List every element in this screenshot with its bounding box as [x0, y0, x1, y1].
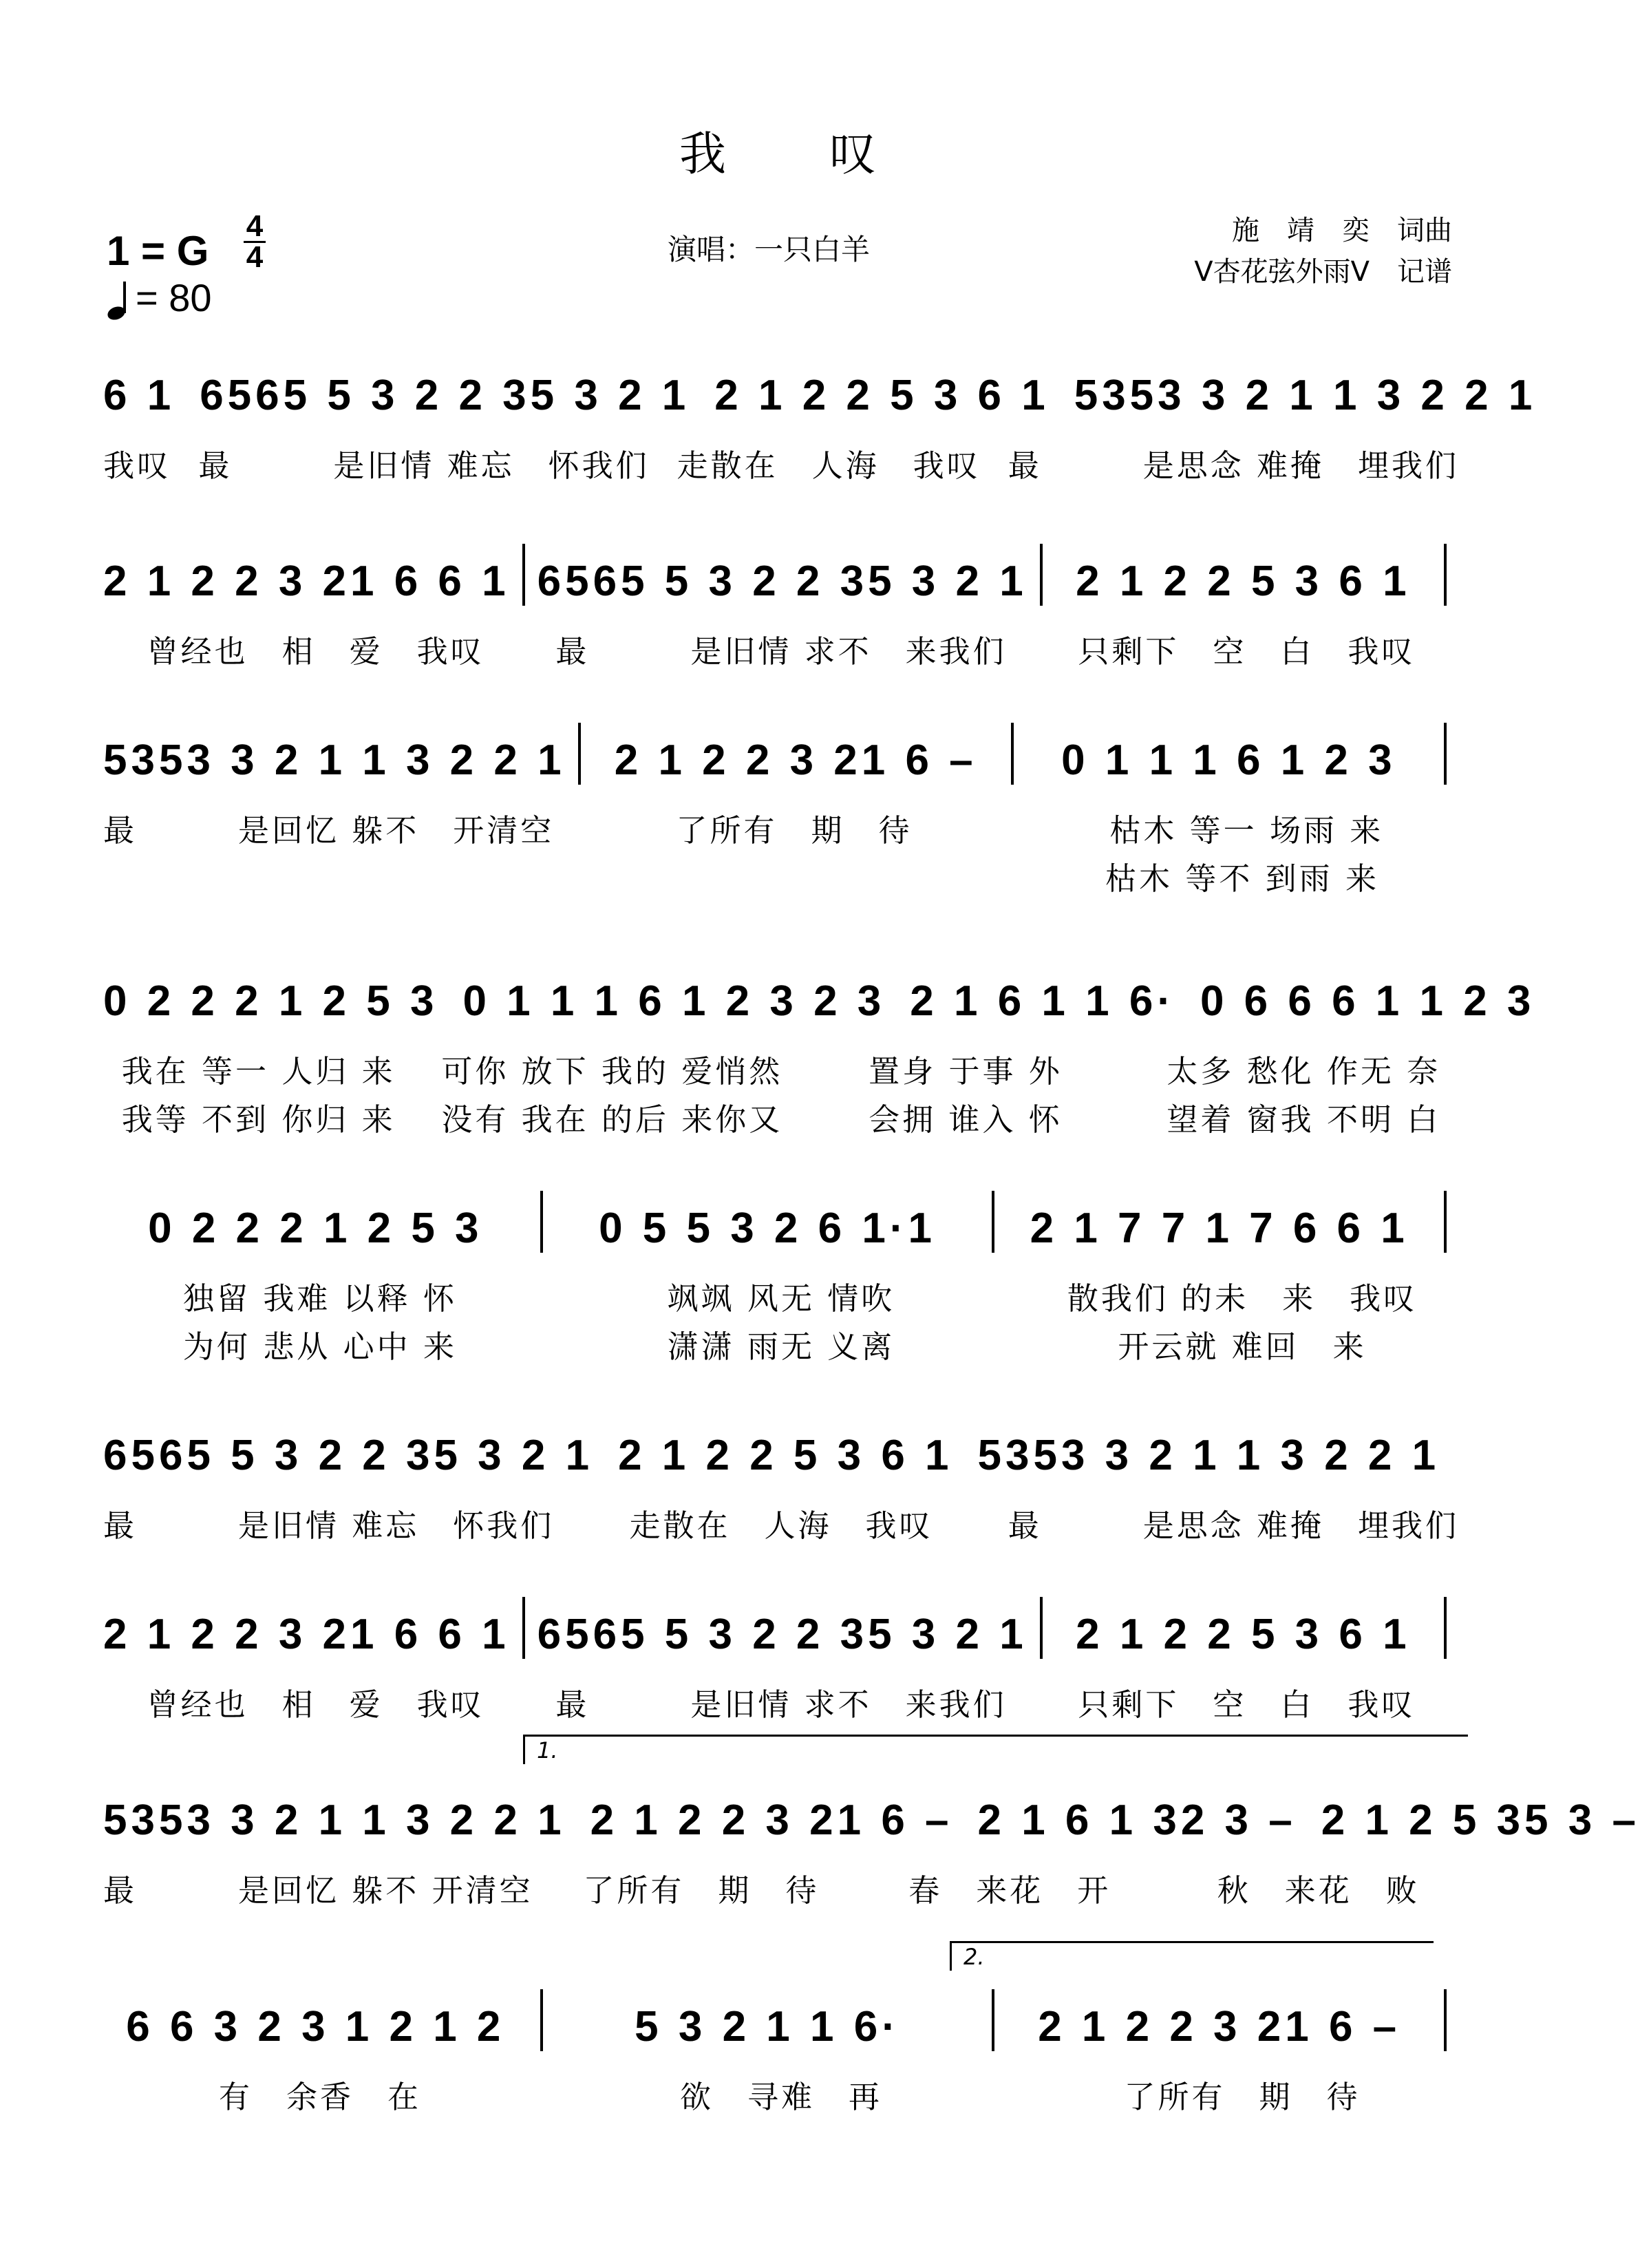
quarter-note-icon [107, 280, 130, 320]
lyric-row-1 [103, 441, 1459, 485]
lyric-segment: 了所有 期 待 [583, 1872, 820, 1909]
bar-line [540, 1191, 543, 1253]
lyric-row-1 [103, 805, 1459, 850]
volta-label: 1. [537, 1737, 558, 1763]
measure-notes: 0 1 1 1 6 1 2 3 [1061, 736, 1396, 784]
measure-notes: 6 1 [103, 372, 175, 419]
lyric-row-1 [103, 1865, 1459, 1910]
bar-line [1444, 1191, 1447, 1253]
lyric-segment: 我在 等一 人归 来 [121, 1053, 396, 1090]
bar-line [1011, 723, 1014, 785]
lyric-segment: 开云就 难回 来 [1118, 1328, 1367, 1365]
measure-notes: 5353 3 2 1 1 3 2 2 1 [103, 736, 566, 784]
lyric-segment: 潇潇 雨无 义离 [667, 1328, 895, 1365]
song-title: 我叹 [679, 127, 979, 182]
lyric-segment: 了所有 期 待 [1124, 2079, 1361, 2115]
notation-row [103, 964, 1535, 1026]
measure-notes: 0 5 5 3 2 6 1·1 [599, 1205, 936, 1252]
lyric-segment: 曾经也 相 爱 我叹 [147, 1686, 484, 1723]
volta-bracket [523, 1735, 1468, 1764]
singer-credit: 演唱：一只白羊 [668, 233, 871, 266]
lyric-row-1 [103, 2072, 1459, 2117]
lyric-row-1 [103, 626, 1459, 671]
notation-row [103, 1418, 1459, 1480]
lyric-segment: 为何 悲从 心中 来 [183, 1328, 457, 1365]
lyric-segment: 最 是思念 难掩 埋我们 [1008, 447, 1459, 484]
lyric-segment: 枯木 等不 到雨 来 [1105, 860, 1379, 897]
tempo-value: = 80 [136, 276, 212, 319]
measure-notes: 2 1 2 2 5 3 6 1 [1076, 558, 1411, 605]
measure-notes: 2 1 2 2 3 21 6 – [590, 1797, 953, 1844]
measure-notes: 6565 5 3 2 2 35 3 2 1 [200, 372, 690, 419]
lyric-segment: 望着 窗我 不明 白 [1167, 1101, 1441, 1138]
bar-line [578, 723, 581, 785]
time-signature-bottom: 4 [246, 240, 264, 274]
time-signature-top: 4 [246, 209, 264, 243]
lyric-segment: 只剩下 空 白 我叹 [1078, 633, 1416, 670]
lyric-segment: 飒飒 风无 情吹 [667, 1280, 895, 1317]
bar-line [992, 1191, 994, 1253]
lyric-segment: 只剩下 空 白 我叹 [1078, 1686, 1416, 1723]
measure-notes: 6 6 3 2 3 1 2 1 2 [126, 2003, 505, 2050]
volta-label: 2. [963, 1944, 985, 1970]
lyric-segment: 曾经也 相 爱 我叹 [147, 633, 484, 670]
measure-notes: 6565 5 3 2 2 35 3 2 1 [537, 558, 1027, 605]
notation-row [103, 1989, 1459, 2051]
score-system [103, 523, 1459, 702]
lyric-segment: 枯木 等一 场雨 来 [1109, 812, 1384, 849]
notation-row [103, 544, 1459, 606]
bar-line [1444, 723, 1447, 785]
measure-notes: 2 1 2 5 35 3 – [1321, 1797, 1640, 1844]
lyric-segment: 可你 放下 我的 爱悄然 [441, 1053, 783, 1090]
lyric-segment: 会拥 谁入 怀 [869, 1101, 1063, 1138]
measure-notes: 2 1 6 1 32 3 – [977, 1797, 1297, 1844]
measure-notes: 5353 3 2 1 1 3 2 2 1 [103, 1797, 566, 1844]
measure-notes: 2 1 2 2 5 3 6 1 [1076, 1611, 1411, 1658]
bar-line [992, 1989, 994, 2051]
notation-row [103, 723, 1459, 785]
lyric-segment: 走散在 人海 我叹 [677, 447, 981, 484]
lyric-row-1 [103, 1679, 1459, 1724]
score-system [103, 943, 1535, 1138]
lyric-row-2 [103, 1322, 1459, 1366]
notation-row [103, 1597, 1459, 1659]
lyric-row-2 [103, 854, 1459, 898]
measure-notes: 2 1 2 2 5 3 6 1 [714, 372, 1050, 419]
lyric-segment: 有 余香 在 [218, 2079, 421, 2115]
transcriber-credit: V杏花弦外雨V 记谱 [1194, 256, 1452, 288]
score-system [103, 1762, 1640, 1941]
lyric-row-1 [103, 1273, 1459, 1318]
measure-notes: 6565 5 3 2 2 35 3 2 1 [103, 1432, 594, 1479]
score-system [103, 1170, 1459, 1365]
lyric-segment: 最 是回忆 躲不 开清空 [103, 1872, 533, 1909]
measure-notes: 5353 3 2 1 1 3 2 2 1 [1074, 372, 1537, 419]
measure-notes: 5353 3 2 1 1 3 2 2 1 [977, 1432, 1440, 1479]
lyric-segment: 欲 寻难 再 [679, 2079, 882, 2115]
measure-notes: 2 1 7 7 1 7 6 6 1 [1030, 1205, 1409, 1252]
measure-notes: 6565 5 3 2 2 35 3 2 1 [537, 1611, 1027, 1658]
measure-notes: 2 1 2 2 3 21 6 6 1 [103, 558, 510, 605]
lyric-segment: 太多 愁化 作无 奈 [1167, 1053, 1441, 1090]
lyric-segment: 走散在 人海 我叹 [629, 1507, 933, 1544]
lyric-segment: 最 是思念 难掩 埋我们 [1008, 1507, 1459, 1544]
lyric-segment: 秋 来花 败 [1217, 1872, 1420, 1909]
bar-line [522, 1597, 525, 1659]
bar-line [1444, 1989, 1447, 2051]
measure-notes: 2 1 2 2 3 21 6 – [614, 736, 977, 784]
measure-notes: 0 2 2 2 1 2 5 3 [148, 1205, 483, 1252]
measure-notes: 5 3 2 1 1 6· [635, 2003, 900, 2050]
lyric-row-2 [103, 1094, 1459, 1139]
bar-line [1444, 544, 1447, 606]
bar-line [1040, 1597, 1043, 1659]
lyric-segment: 散我们 的未 来 我叹 [1067, 1280, 1418, 1317]
lyric-segment: 没有 我在 的后 来你又 [441, 1101, 783, 1138]
bar-line [540, 1989, 543, 2051]
key-signature: 1 = G [107, 228, 209, 274]
lyric-segment: 置身 于事 外 [869, 1053, 1063, 1090]
lyric-segment: 最 是旧情 求不 来我们 [555, 633, 1007, 670]
lyric-segment: 最 是旧情 难忘 怀我们 [198, 447, 650, 484]
measure-notes: 2 1 6 1 1 6· [910, 977, 1175, 1025]
measure-notes: 2 1 2 2 3 21 6 – [1038, 2003, 1401, 2050]
lyric-segment: 我叹 [103, 447, 171, 484]
lyric-row-1 [103, 1046, 1459, 1091]
measure-notes: 0 6 6 6 1 1 2 3 [1200, 977, 1535, 1025]
bar-line [1040, 544, 1043, 606]
lyric-segment: 了所有 期 待 [676, 812, 913, 849]
score-system [103, 1576, 1459, 1755]
tempo-marking [107, 275, 212, 320]
measure-notes: 2 1 2 2 3 21 6 6 1 [103, 1611, 510, 1658]
lyric-segment: 我等 不到 你归 来 [121, 1101, 396, 1138]
score-system [103, 1397, 1459, 1576]
lyric-segment: 最 是旧情 求不 来我们 [555, 1686, 1007, 1723]
score-system [103, 702, 1459, 897]
notation-row [103, 1783, 1640, 1845]
credits-block [1194, 210, 1452, 293]
lyric-row-1 [103, 1501, 1459, 1545]
bar-line [522, 544, 525, 606]
measure-notes: 2 1 2 2 5 3 6 1 [618, 1432, 953, 1479]
lyric-segment: 最 是旧情 难忘 怀我们 [103, 1507, 555, 1544]
composer-credit: 施 靖 奕 词曲 [1232, 215, 1452, 246]
notation-row [103, 1191, 1459, 1253]
measure-notes: 0 2 2 2 1 2 5 3 [103, 977, 438, 1025]
notation-row [103, 358, 1537, 420]
bar-line [1444, 1597, 1447, 1659]
lyric-segment: 最 是回忆 躲不 开清空 [103, 812, 555, 849]
volta-bracket [950, 1941, 1434, 1971]
time-signature [241, 209, 268, 274]
score-system [103, 337, 1537, 516]
score-system [103, 1969, 1459, 2148]
lyric-segment: 独留 我难 以释 怀 [183, 1280, 457, 1317]
measure-notes: 0 1 1 1 6 1 2 3 2 3 [462, 977, 886, 1025]
lyric-segment: 春 来花 开 [908, 1872, 1111, 1909]
